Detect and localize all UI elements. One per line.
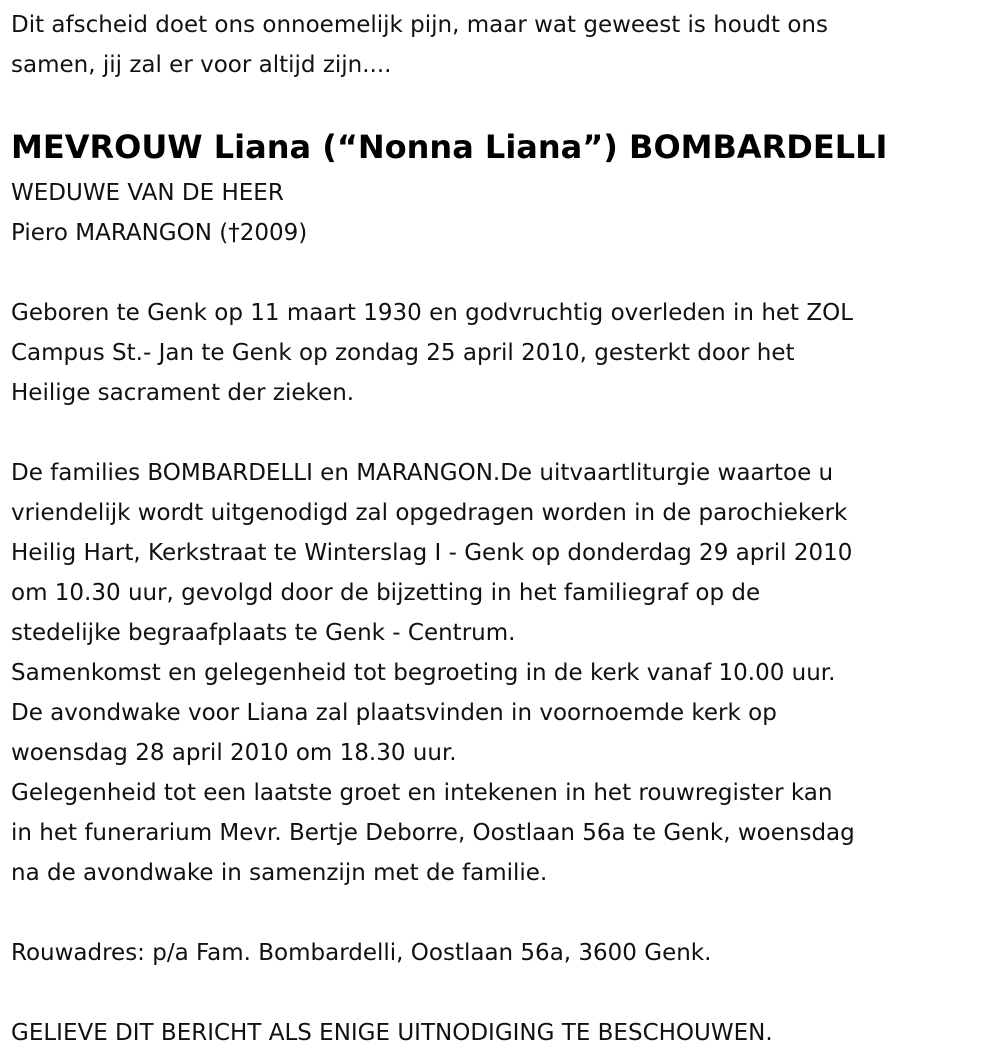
text-line: Gelegenheid tot een laatste groet en intekenen in het rouwregister kan: [11, 780, 833, 806]
text-line: Heilig Hart, Kerkstraat te Winterslag I - Genk op donderdag 29 april 2010: [11, 540, 853, 566]
obituary-document: [11, 5, 1000, 1053]
spacer: [11, 413, 1000, 453]
text-line: Heilige sacrament der zieken.: [11, 380, 355, 406]
text-line: Geboren te Genk op 11 maart 1930 en godvruchtig overleden in het ZOL: [11, 300, 854, 326]
text-line: vriendelijk wordt uitgenodigd zal opgedragen worden in de parochiekerk: [11, 500, 848, 526]
invitation-notice: GELIEVE DIT BERICHT ALS ENIGE UITNODIGING TE BESCHOUWEN.: [11, 1020, 773, 1046]
funeral-paragraph: [11, 453, 1000, 893]
text-line: om 10.30 uur, gevolgd door de bijzetting in het familiegraf op de: [11, 580, 761, 606]
text-line: WEDUWE VAN DE HEER: [11, 180, 284, 206]
deceased-name-title: MEVROUW Liana (“Nonna Liana”) BOMBARDELLI: [11, 128, 888, 166]
text-line: Dit afscheid doet ons onnoemelijk pijn, maar wat geweest is houdt ons: [11, 12, 828, 38]
mourning-address: Rouwadres: p/a Fam. Bombardelli, Oostlaan 56a, 3600 Genk.: [11, 940, 712, 966]
text-line: na de avondwake in samenzijn met de familie.: [11, 860, 548, 886]
text-line: De families BOMBARDELLI en MARANGON.De uitvaartliturgie waartoe u: [11, 460, 834, 486]
text-line: Campus St.- Jan te Genk op zondag 25 april 2010, gesterkt door het: [11, 340, 795, 366]
text-line: De avondwake voor Liana zal plaatsvinden in voornoemde kerk op: [11, 700, 777, 726]
spacer: [11, 893, 1000, 933]
text-line: Piero MARANGON (†2009): [11, 220, 308, 246]
text-line: stedelijke begraafplaats te Genk - Centrum.: [11, 620, 516, 646]
spacer: [11, 253, 1000, 293]
birth-paragraph: [11, 293, 1000, 413]
text-line: woensdag 28 april 2010 om 18.30 uur.: [11, 740, 457, 766]
spacer: [11, 973, 1000, 1013]
intro-quote: [11, 5, 1000, 85]
text-line: Samenkomst en gelegenheid tot begroeting in de kerk vanaf 10.00 uur.: [11, 660, 836, 686]
text-line: in het funerarium Mevr. Bertje Deborre, Oostlaan 56a te Genk, woensdag: [11, 820, 855, 846]
text-line: samen, jij zal er voor altijd zijn....: [11, 52, 392, 78]
spouse-info: [11, 173, 1000, 253]
